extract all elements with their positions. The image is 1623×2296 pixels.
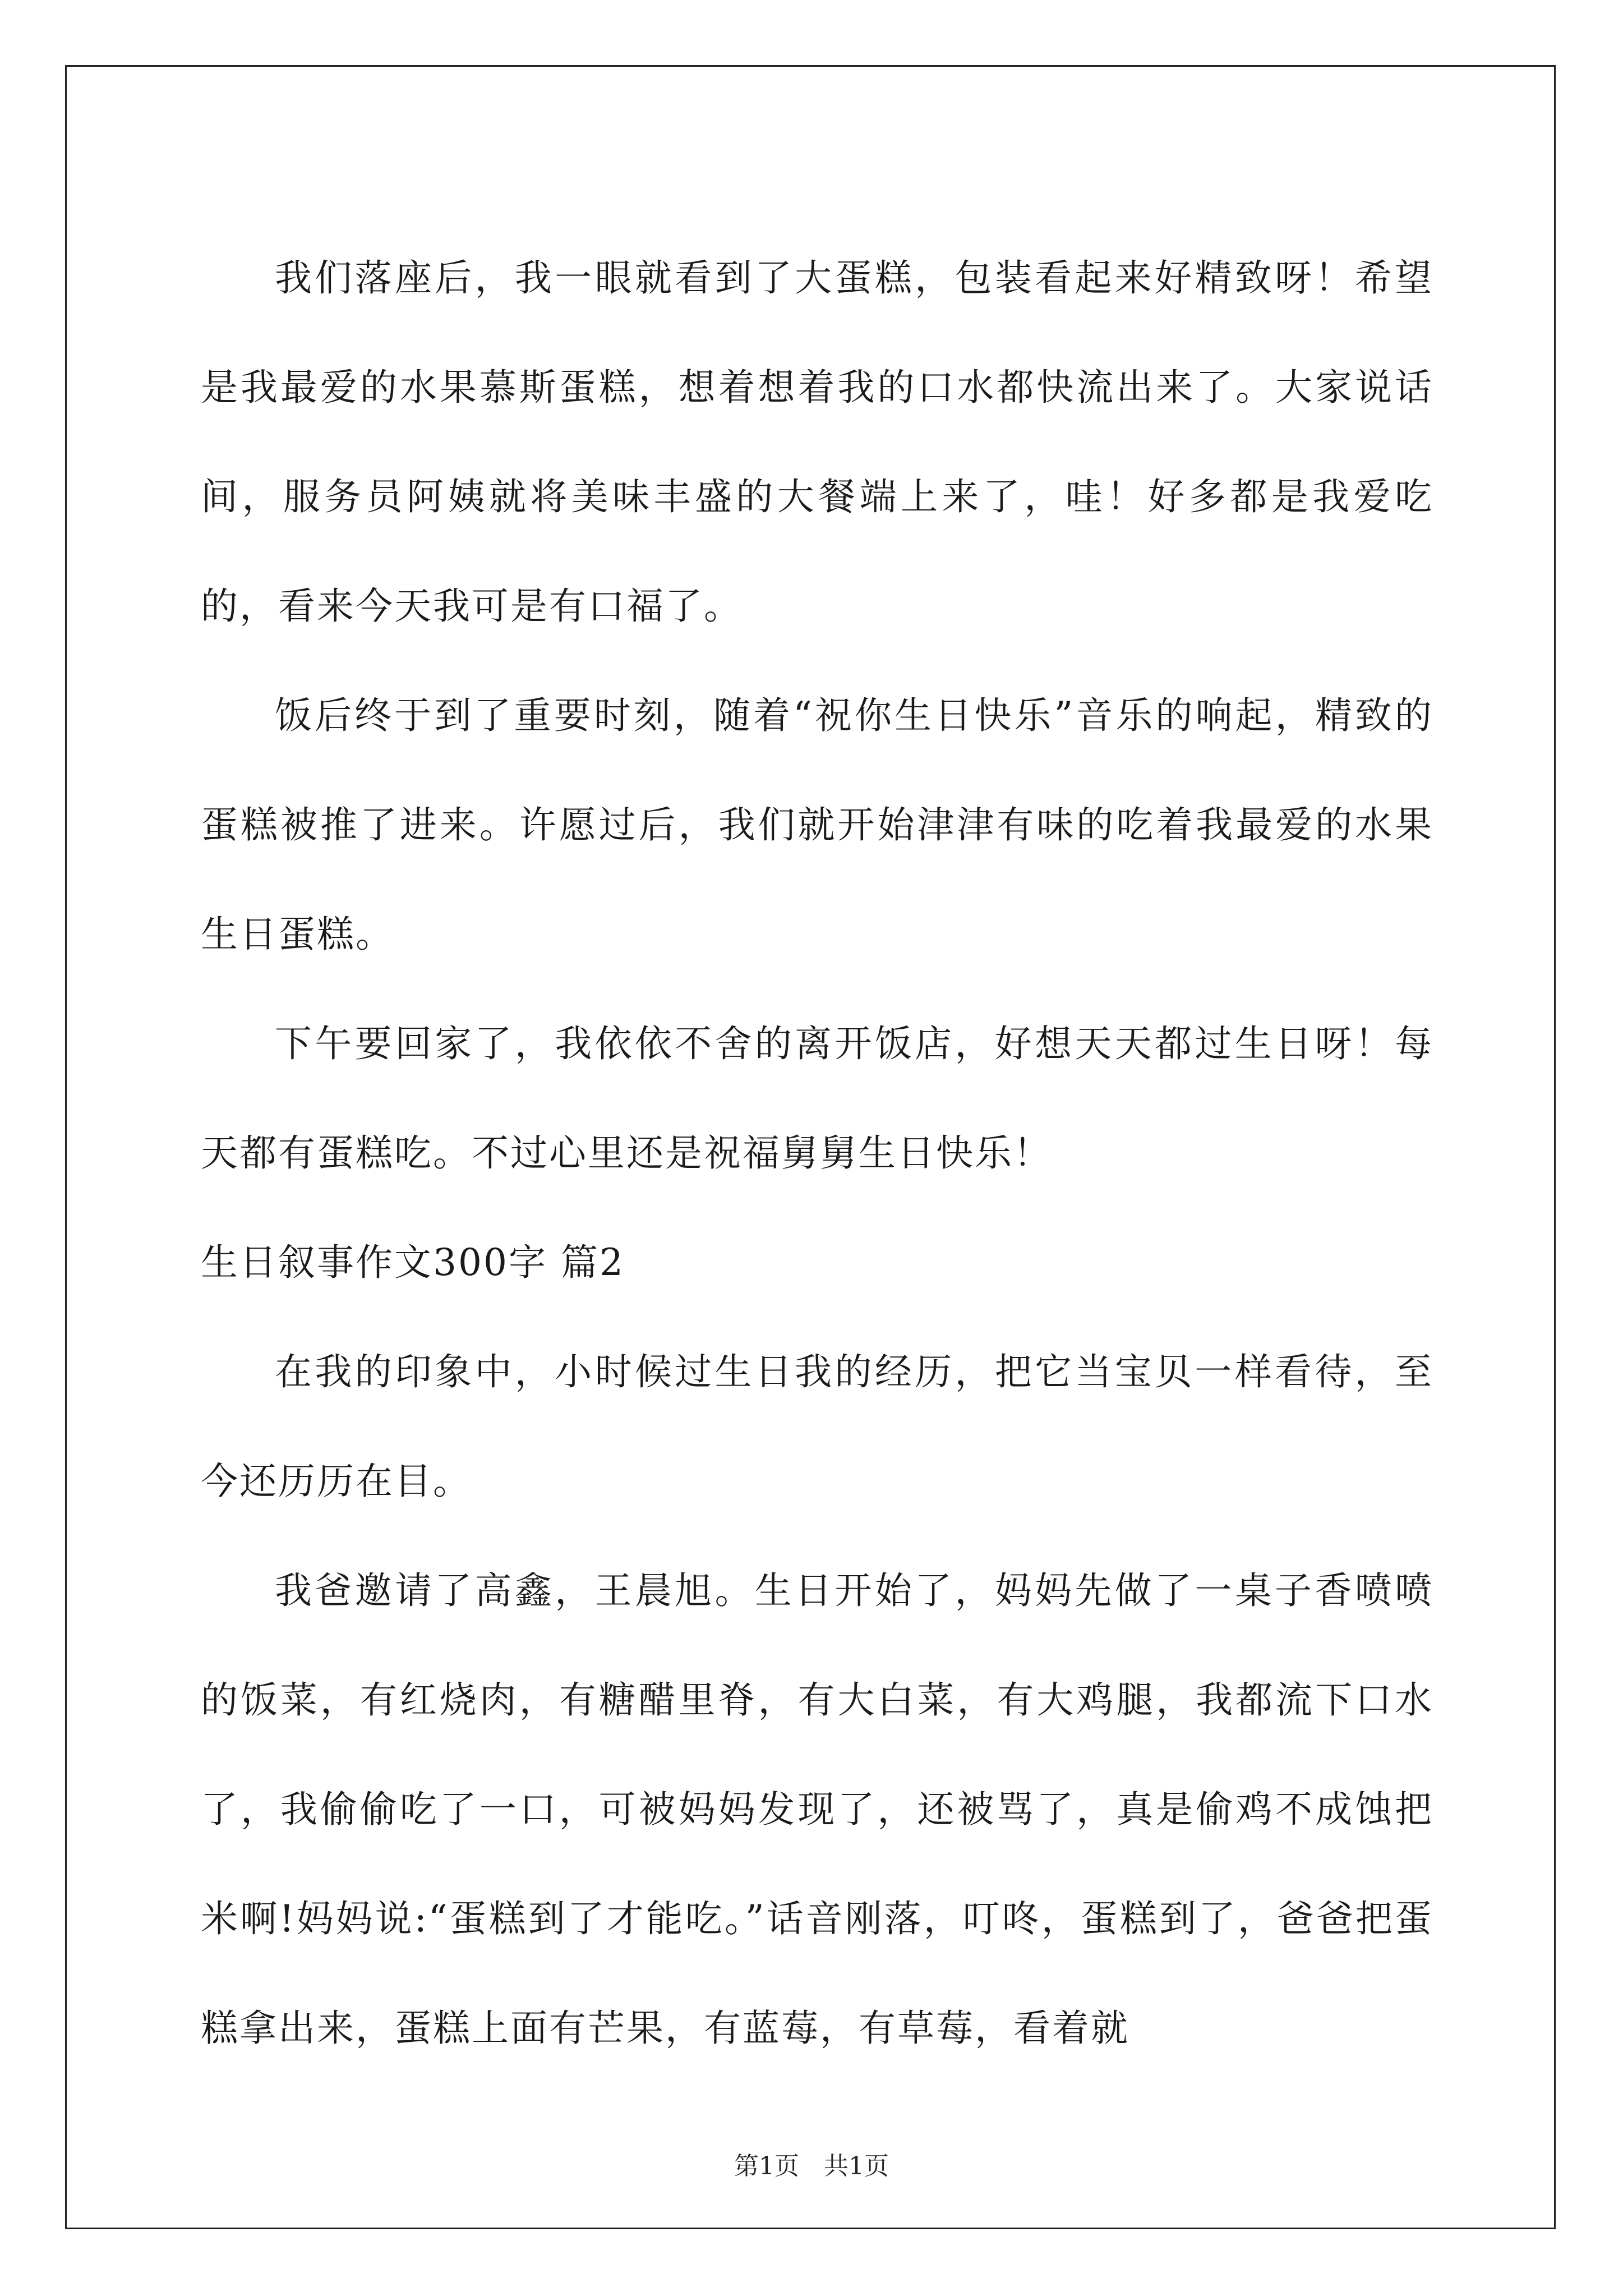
paragraph: 饭后终于到了重要时刻，随着“祝你生日快乐”音乐的响起，精致的蛋糕被推了进来。许愿过后，我们就开始津津有味的吃着我最爱的水果生日蛋糕。 — [201, 694, 1433, 956]
document-body — [201, 223, 1433, 2083]
paragraph: 我们落座后，我一眼就看到了大蛋糕，包装看起来好精致呀！希望是我最爱的水果慕斯蛋糕，想着想着我的口水都快流出来了。大家说话间，服务员阿姨就将美味丰盛的大餐端上来了，哇！好多都是我爱吃的，看来今天我可是有口福了。 — [201, 256, 1433, 628]
page-footer — [0, 2151, 1623, 2182]
section-heading: 生日叙事作文300字 篇2 — [201, 1241, 625, 1284]
paragraph: 在我的印象中，小时候过生日我的经历，把它当宝贝一样看待，至今还历历在目。 — [201, 1350, 1433, 1503]
paragraph: 我爸邀请了高鑫，王晨旭。生日开始了，妈妈先做了一桌子香喷喷的饭菜，有红烧肉，有糖醋里脊，有大白菜，有大鸡腿，我都流下口水了，我偷偷吃了一口，可被妈妈发现了，还被骂了，真是偷鸡不成蚀把米啊!妈妈说:“蛋糕到了才能吃。”话音刚落，叮咚，蛋糕到了，爸爸把蛋糕拿出来，蛋糕上面有芒果，有蓝莓，有草莓，看着就 — [201, 1569, 1433, 2050]
page-total: 共1页 — [824, 2152, 889, 2180]
page-number: 第1页 — [734, 2152, 799, 2180]
paragraph: 下午要回家了，我依依不舍的离开饭店，好想天天都过生日呀！每天都有蛋糕吃。不过心里还是祝福舅舅生日快乐！ — [201, 1022, 1433, 1175]
